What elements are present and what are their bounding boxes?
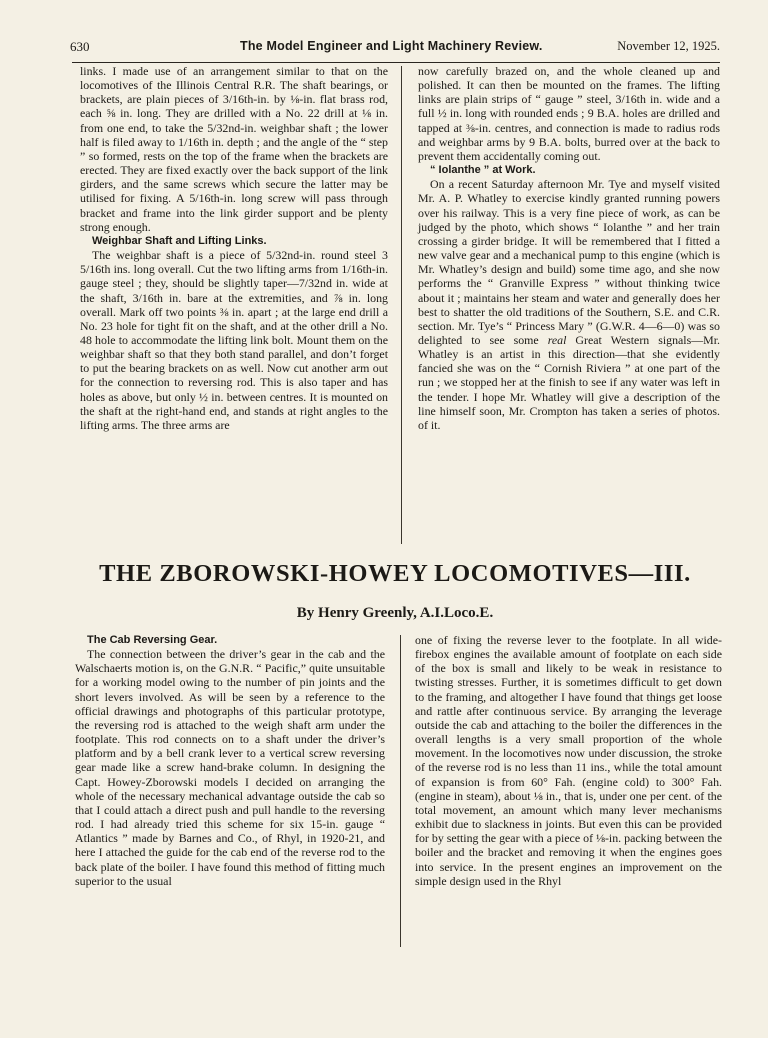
section-subheading: Weighbar Shaft and Lifting Links.: [92, 234, 267, 247]
header-rule: [72, 62, 720, 63]
emphasis-text: real: [547, 332, 567, 347]
article1-column-left: [80, 64, 388, 432]
page-number: 630: [70, 39, 90, 54]
article2-column-right: [415, 633, 722, 888]
section-subheading: “ Iolanthe ” at Work.: [430, 164, 536, 177]
paragraph: links. I made use of an arrangement similar to that on the locomotives of the Illinois Central R.R. The shaft bearings, or brackets, are plain pieces of 3/16th-in. by ⅛-in. flat brass rod, each ⅝ in. long. They are drilled with a No. 22 drill at ⅛ in. from one end, to take the 5/32nd-in. weighbar shaft ; the lower half is filed away to 1/16th in. depth ; and the angle of the “ step ” so formed, rests on the top of the frame when the brackets are erected. They are fixed exactly over the back support of the link girders, and the same screws which secure the latter may be utilised for fixing. A 5/16th-in. long screw will pass through bracket and frame into the link girder support and be plenty strong enough.: [80, 64, 388, 234]
paragraph: [418, 177, 720, 432]
paragraph: now carefully brazed on, and the whole cleaned up and polished. It can then be mounted on the frames. The lifting links are plain strips of “ gauge ” steel, 3/16th in. wide and a full ½ in. long with rounded ends ; 9 B.A. holes are drilled and tapped at ⅜-in. centres, and connection is made to radius rods and weighbar arms by 9 B.A. bolts, burred over at the back to prevent them accidentally coming out.: [418, 64, 720, 163]
issue-date: November 12, 1925.: [617, 39, 720, 53]
column-divider: [400, 635, 401, 947]
journal-title: The Model Engineer and Light Machinery Review.: [240, 39, 543, 53]
paragraph-text: Great Western signals—Mr. Whatley is an artist in this direction—that she evidently fancied she was on the “ Cornish Riviera ” at one part of the run ; we stopped her at the finish to see if any water was left in the tender. I hope Mr. Whatley will give a description of the line himself soon, Mr. Crompton has taken a series of photos. of it.: [418, 332, 720, 432]
paragraph: The connection between the driver’s gear in the cab and the Walschaerts motion is, on the G.N.R. “ Pacific,” quite unsuitable for a working model owing to the number of pin joints and the short levers involved. As will be seen by a reference to the official drawings and photographs of this particular prototype, the reversing rod is attached to the weigh shaft arm under the footplate. This rod connects on to a shaft under the driver’s platform and by a bell crank lever to a vertical screw reversing gear made like a screw hand-brake column. In designing the Capt. Howey-Zborowski models I decided on arranging the whole of the necessary mechanical advantage outside the cab so that I could attach a direct push and pull handle to the reversing rod. I had already tried this scheme for six 15-in. gauge “ Atlantics ” made by Barnes and Co., of Rhyl, in 1920-21, and here I attached the guide for the cab end of the reverse rod to the back plate of the boiler. I have found this method of fitting much superior to the usual: [75, 647, 385, 888]
article2-column-left: [75, 633, 385, 888]
article1-column-right: [418, 64, 720, 432]
article-title: THE ZBOROWSKI-HOWEY LOCOMOTIVES—III.: [99, 560, 691, 587]
column-divider: [401, 66, 402, 544]
paragraph-text: On a recent Saturday afternoon Mr. Tye and myself visited Mr. A. P. Whatley to exercise kindly granted running powers over his railway. This is a very fine piece of work, as can be judged by the photo, which shows “ Iolanthe ” and her train crossing a girder bridge. It will be remembered that I fitted a new valve gear and a mechanical pump to this engine (which is Mr. Whatley’s design and build) some time ago, and she now performs the “ Granville Express ” without thinking twice about it ; maintains her steam and water and generally does her best to shatter the old traditions of the Southern, S.E. and C.R. section. Mr. Tye’s “ Princess Mary ” (G.W.R. 4—6—0) was so delighted to see some: [418, 177, 720, 347]
paragraph: The weighbar shaft is a piece of 5/32nd-in. round steel 3 5/16th ins. long overall. Cut the two lifting arms from 1/16th-in. gauge steel ; they, should be slightly taper—7/32nd in. wide at the shaft, 3/16th in. bare at the extremities, and ⅞ in. long overall. Mark off two points ⅜ in. apart ; at the large end drill a No. 23 hole for tight fit on the shaft, and at the other drill a No. 48 hole to accommodate the lifting link bolt. Mount them on the weighbar shaft so that they both stand parallel, and don’t forget to put the bearing brackets on as well. Now cut another arm out for the connection to reversing rod. This is also taper and has holes as above, but only ½ in. between centres. It is mounted on the shaft at the right-hand end, and stands at right angles to the lifting arms. The three arms are: [80, 248, 388, 432]
section-subheading: The Cab Reversing Gear.: [87, 634, 218, 646]
running-header: [70, 37, 720, 59]
paragraph: one of fixing the reverse lever to the footplate. In all wide-firebox engines the available amount of footplate on each side of the box is small and likely to be weak in resistance to twisting stresses. Further, it is sometimes difficult to get down to the framing, and altogether I have found that things get loose and rattle after continuous service. By arranging the leverage outside the cab and attaching to the boiler the differences in the overall lengths is a very small proportion of the whole movement. In the locomotives now under discussion, the stroke of the reverse rod is no less than 11 ins., while the total amount of expansion is from 60° Fah. (engine cold) to 300° Fah. (engine in steam), about ⅛ in., that is, under one per cent. of the total movement, an amount which many lever mechanisms exhibit due to slackness in joints. But even this can be provided for by setting the gear with a piece of ⅛-in. packing between the boiler and the bracket and removing it when the engines goes into service. In the present engines an improvement on the simple design used in the Rhyl: [415, 633, 722, 888]
article-byline: By Henry Greenly, A.I.Loco.E.: [296, 605, 494, 621]
